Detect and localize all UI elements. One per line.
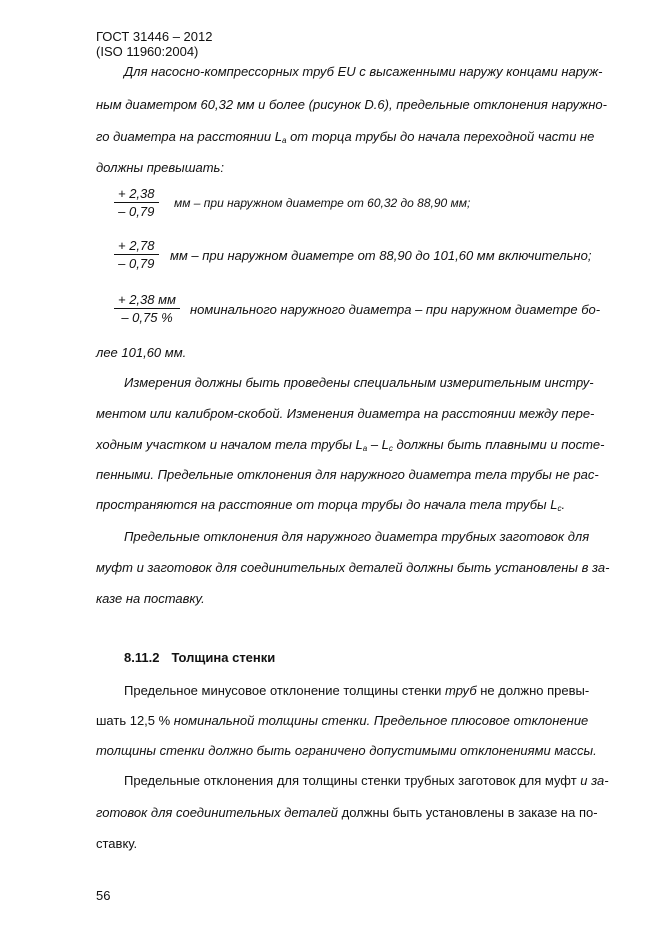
tolerance1-fraction [114,186,159,219]
para1-line2: ным диаметром 60,32 мм и более (рисунок D.6), предельные отклонения наружно- [96,97,607,112]
para3-line1: Предельные отклонения для наружного диаметра трубных заготовок для [124,529,590,544]
para2-line4: пенными. Предельные отклонения для наружного диаметра тела трубы не рас- [96,467,599,482]
section-title: Толщина стенки [171,650,276,665]
section-number: 8.11.2 [124,650,160,665]
para2-line3-mid: – L [367,437,389,452]
document-header [96,29,212,59]
subscript-c: c [388,444,393,453]
tolerance3-fraction [114,292,180,325]
para2-line2: ментом или калибром-скобой. Изменения диаметра на расстоянии между пере- [96,406,595,421]
tolerance1-upper: + 2,38 [114,186,159,203]
para5-line2-italic: готовок для соединительных деталей [96,805,339,820]
subscript-c: c [557,504,562,513]
para4-line2-italic: номинальной толщины стенки. Предельное плюсовое отклонение [173,713,589,728]
tolerance3-lower: – 0,75 % [121,310,173,325]
tolerance3-upper: + 2,38 мм [114,292,180,309]
para1-line3-start: го диаметра на расстоянии L [96,129,282,144]
para1-line4: должны превышать: [96,160,225,175]
para5-line2-end: должны быть установлены в заказе на по- [338,805,598,820]
tolerance1-lower: – 0,79 [118,204,155,219]
tolerance3-text: номинального наружного диаметра – при наружном диаметре бо- [190,302,601,317]
para4-line2-start: шать 12,5 % [96,713,174,728]
tolerance3-continuation: лее 101,60 мм. [96,345,187,360]
para4-line1 [124,683,589,699]
para5-line1-start: Предельные отклонения для толщины стенки трубных заготовок для муфт [124,773,581,788]
para3-line2: муфт и заготовок для соединительных деталей должны быть установлены в за- [96,560,610,575]
tolerance2-fraction [114,238,159,271]
para1-line3-end: от торца трубы до начала переходной части не [286,129,595,144]
para4-line3: толщины стенки должно быть ограничено допустимыми отклонениями массы. [96,743,597,758]
tolerance2-text: мм – при наружном диаметре от 88,90 до 101,60 мм включительно; [170,248,592,263]
para2-line1: Измерения должны быть проведены специальным измерительным инстру- [124,375,594,390]
para4-line1-italic: труб [445,683,477,698]
standard-code: ГОСТ 31446 – 2012 [96,29,213,44]
para2-line5-start: пространяются на расстояние от торца трубы до начала тела трубы L [96,497,558,512]
para5-line1-italic: и за- [580,773,609,788]
para1-line3 [96,129,594,149]
subscript-a: a [362,444,368,453]
para4-line1-end: не должно превы- [476,683,590,698]
tolerance2-upper: + 2,78 [114,238,159,255]
para4-line2 [96,713,588,729]
tolerance1-text: мм – при наружном диаметре от 60,32 до 88,90 мм; [174,196,471,210]
para2-line3 [96,437,604,457]
tolerance2-lower: – 0,79 [118,256,155,271]
page-number: 56 [96,888,111,903]
para2-line3-start: ходным участком и началом тела трубы L [96,437,363,452]
para4-line1-start: Предельное минусовое отклонение толщины стенки [124,683,446,698]
para5-line3: ставку. [96,836,138,851]
para1-line1: Для насосно-компрессорных труб EU с высаженными наружу концами наруж- [124,64,603,79]
para3-line3: казе на поставку. [96,591,205,606]
para2-line5 [96,497,565,517]
iso-reference: (ISO 11960:2004) [96,44,199,59]
para2-line3-end: должны быть плавными и посте- [392,437,605,452]
para5-line2 [96,805,598,821]
section-heading [124,650,275,665]
para2-line5-end: . [561,497,566,512]
subscript-a: a [282,136,287,145]
para5-line1 [124,773,609,789]
